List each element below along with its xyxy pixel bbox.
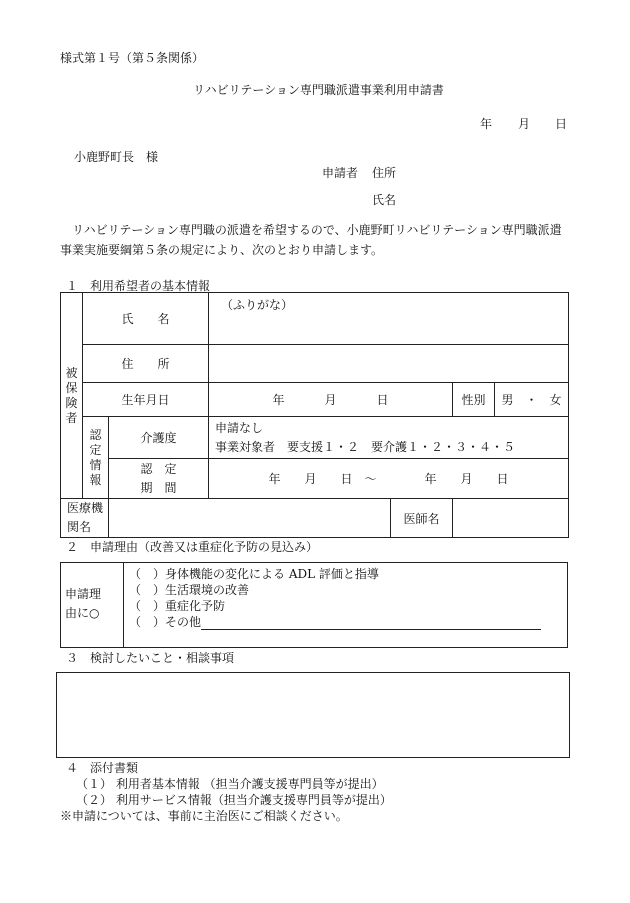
care-level-label-cell: [109, 417, 209, 459]
period-label-cell: [109, 459, 209, 499]
reason-option[interactable]: （ ）身体機能の変化による ADL 評価と指導: [129, 567, 379, 581]
applicant-address-label: 住所: [372, 166, 397, 180]
furigana-label: （ふりがな）: [221, 298, 294, 312]
reason-option[interactable]: （ ）重症化予防: [129, 599, 226, 613]
section-3-heading: ３ 検討したいこと・相談事項: [66, 651, 235, 665]
address-label-cell: [83, 345, 209, 383]
reason-divider: [123, 563, 124, 647]
care-level-label: 介護度: [140, 431, 177, 445]
name-field[interactable]: [209, 293, 569, 345]
address-label: 住 所: [121, 357, 170, 371]
insured-label: 被保険者: [65, 365, 78, 425]
reason-label: [65, 585, 101, 623]
other-underline: [201, 618, 541, 630]
reason-label-2: 由に○: [65, 606, 100, 620]
birth-year: 年: [272, 393, 285, 407]
intro-line-1: リハビリテーション専門職の派遣を希望するので、小鹿野町リハビリテーション専門職派遣: [72, 223, 562, 237]
period-label-2: 期 間: [140, 480, 177, 495]
section-1-heading: １ 利用希望者の基本情報: [66, 279, 211, 293]
attachment-item: （１） 利用者基本情報 （担当介護支援専門員等が提出）: [76, 777, 384, 791]
applicant-role: 申請者: [322, 166, 359, 180]
birth-field[interactable]: [209, 383, 453, 417]
gender-label: 性別: [461, 393, 486, 407]
section-2-heading: ２ 申請理由（改善又は重症化予防の見込み）: [66, 540, 319, 554]
name-label-cell: [83, 293, 209, 345]
gender-options: 男 ・ 女: [501, 393, 562, 407]
form-title: リハビリテーション専門職派遣事業利用申請書: [193, 83, 444, 97]
consultation-box[interactable]: [56, 672, 570, 758]
birth-month: 月: [324, 393, 337, 407]
medical-label-cell: [61, 499, 109, 538]
medical-label-1: 医療機: [67, 501, 104, 515]
basic-info-table: [60, 292, 569, 538]
birth-day: 日: [376, 393, 389, 407]
reason-options: [129, 566, 541, 630]
birth-label-cell: [83, 383, 209, 417]
doctor-label-cell: [391, 499, 453, 538]
period-value: 年 月 日 〜 年 月 日: [268, 472, 509, 486]
address-field[interactable]: [209, 345, 569, 383]
addressee: 小鹿野町長 様: [74, 150, 159, 164]
period-label-1: 認 定: [140, 461, 177, 476]
section-4-heading: ４ 添付書類: [66, 761, 139, 775]
applicant-name-label: 氏名: [372, 193, 397, 207]
medical-label-2: 関名: [67, 520, 92, 534]
period-field[interactable]: [209, 459, 569, 499]
reason-label-1: 申請理: [65, 587, 102, 601]
cert-info-cell: [83, 417, 109, 499]
doctor-field[interactable]: [453, 499, 569, 538]
gender-label-cell: [453, 383, 495, 417]
form-number: 様式第１号（第５条関係）: [60, 51, 205, 65]
doctor-label: 医師名: [403, 511, 440, 526]
gender-field[interactable]: [495, 383, 569, 417]
reason-option-other[interactable]: （ ）その他: [129, 614, 541, 630]
cert-info-label: 認定情報: [89, 427, 102, 487]
medical-field[interactable]: [109, 499, 391, 538]
consult-note: ※申請については、事前に主治医にご相談ください。: [60, 809, 348, 823]
care-level-field[interactable]: [209, 417, 569, 459]
attachment-item: （２） 利用サービス情報（担当介護支援専門員等が提出）: [76, 793, 392, 807]
date-year: 年: [480, 117, 493, 131]
intro-line-2: 事業実施要綱第５条の規定により、次のとおり申請します。: [60, 243, 384, 257]
reason-box: [60, 562, 568, 648]
name-label: 氏 名: [121, 312, 170, 326]
care-levels: 事業対象者 要支援１・２ 要介護１・２・３・４・５: [215, 439, 516, 454]
care-none: 申請なし: [215, 420, 264, 435]
date-day: 日: [555, 117, 568, 131]
date-month: 月: [518, 117, 531, 131]
insured-cell: [61, 293, 83, 499]
reason-option[interactable]: （ ）生活環境の改善: [129, 583, 250, 597]
birth-label: 生年月日: [121, 393, 170, 407]
